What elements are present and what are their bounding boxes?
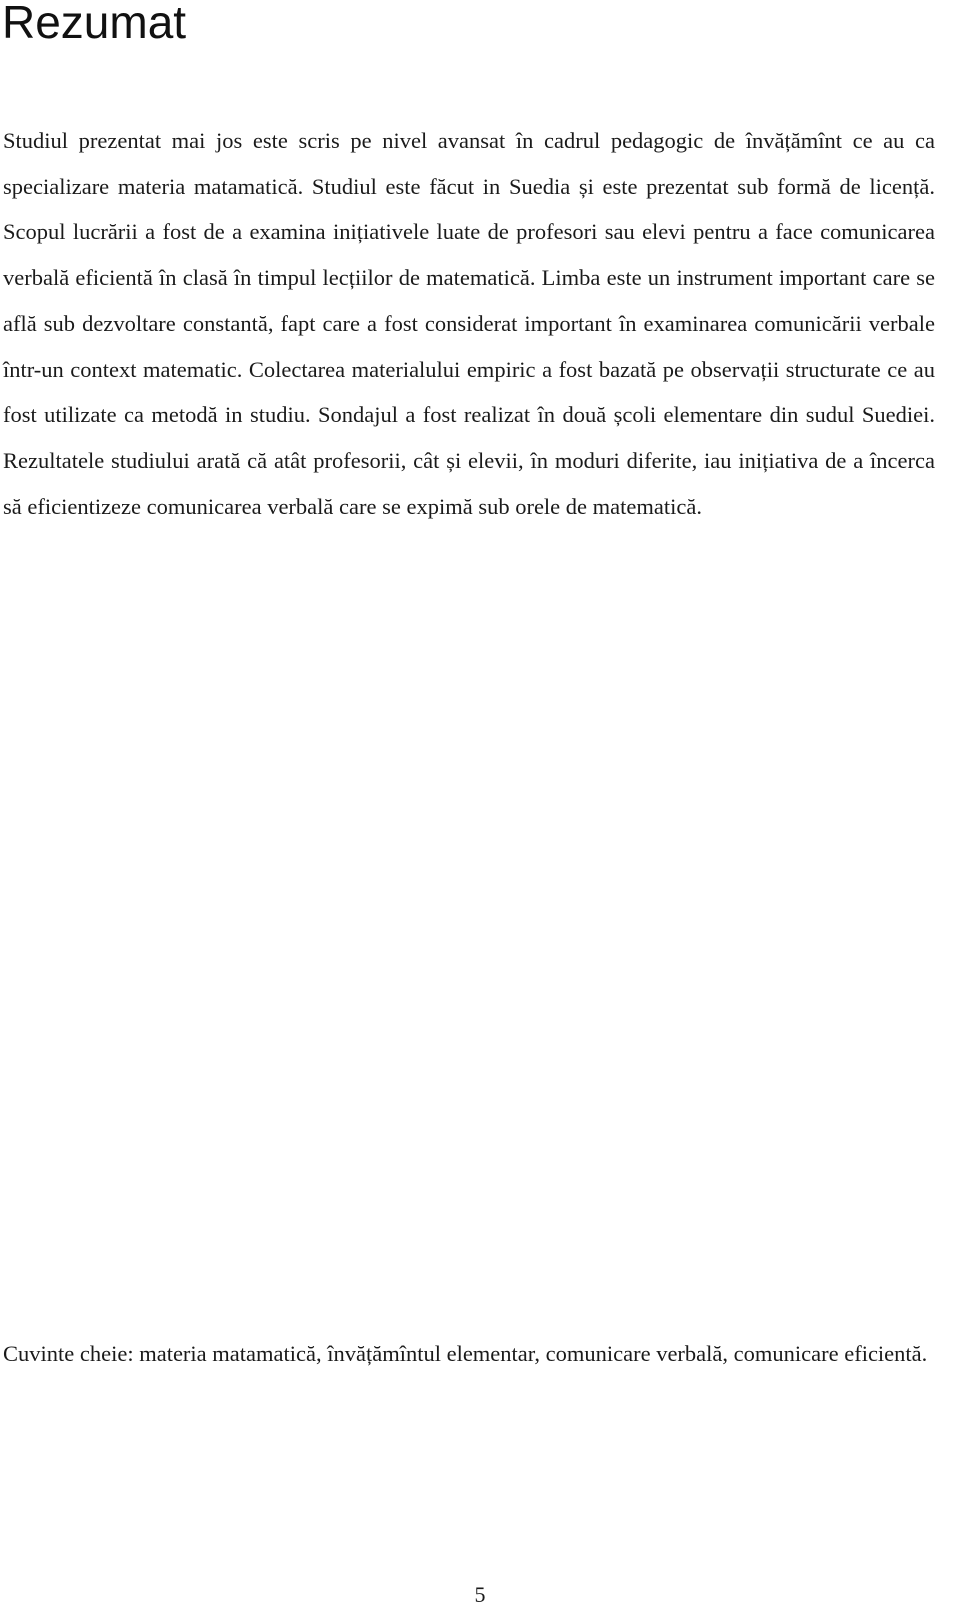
page-title: Rezumat (2, 0, 187, 48)
page-number: 5 (474, 1582, 486, 1607)
abstract-paragraph: Studiul prezentat mai jos este scris pe nivel avansat în cadrul pedagogic de învățămînt ce au ca specializare materia matamatică. Studiul este făcut in Suedia și este prezentat sub formă de licență. Scopul lucrării a fost de a examina inițiativele luate de profesori sau elevi pentru a face comunicarea verbală eficientă în clasă în timpul lecțiilor de matematică. Limba este un instrument important care se află sub dezvoltare constantă, fapt care a fost considerat important în examinarea comunicării verbale într-un context matematic. Colectarea materialului empiric a fost bazată pe observații structurate ce au fost utilizate ca metodă in studiu. Sondajul a fost realizat în două școli elementare din sudul Suediei. Rezultatele studiului arată că atât profesorii, cât și elevii, în moduri diferite, iau inițiativa de a încerca să eficientizeze comunicarea verbală care se expimă sub orele de matematică. (3, 128, 935, 519)
keywords-paragraph: Cuvinte cheie: materia matamatică, învățămîntul elementar, comunicare verbală, comunicare eficientă. (3, 1341, 928, 1366)
